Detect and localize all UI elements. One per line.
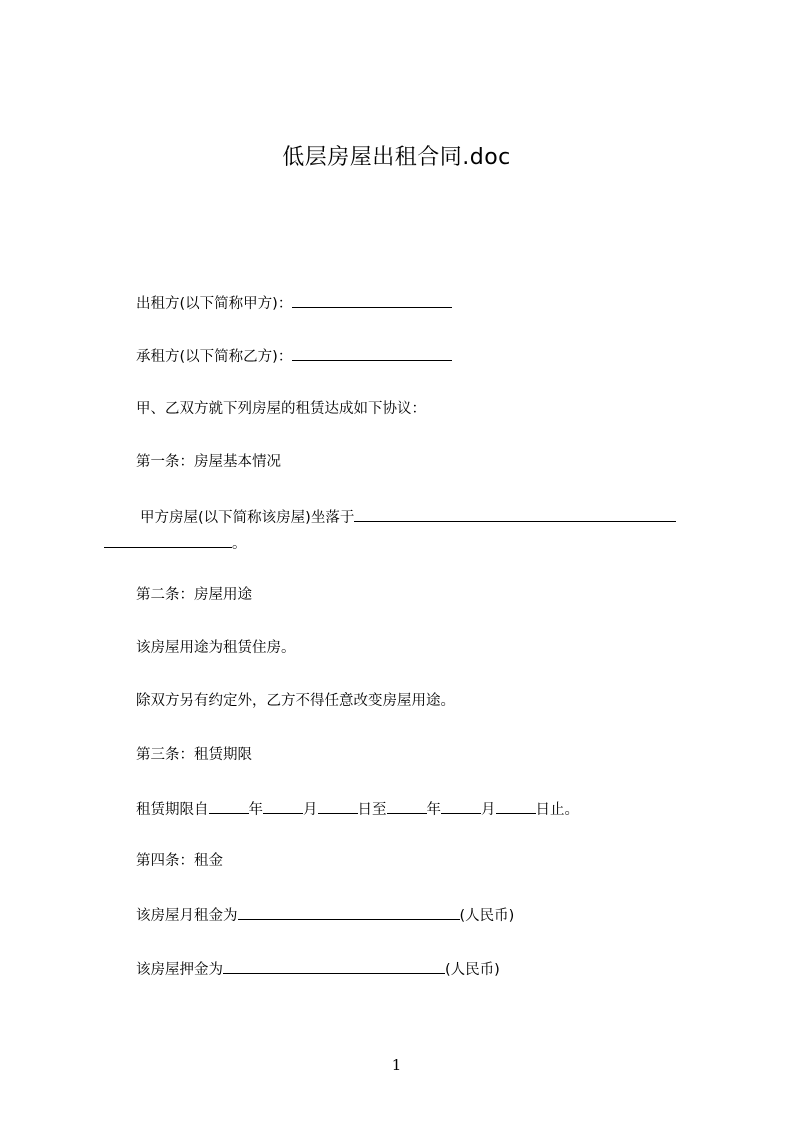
- start-year-label: 年: [248, 802, 263, 818]
- lessor-label: 出租方(以下简称甲方)：: [136, 296, 293, 312]
- article2-text2: 除双方另有约定外，乙方不得任意改变房屋用途。: [136, 693, 455, 709]
- article4-heading: 第四条：租金: [136, 853, 223, 869]
- start-year-blank: [209, 798, 249, 814]
- start-month-label: 月: [303, 802, 318, 818]
- article1-heading: 第一条：房屋基本情况: [136, 454, 281, 470]
- deposit-currency: (人民币): [445, 962, 500, 978]
- article1-text: 甲方房屋(以下简称该房屋)坐落于: [140, 510, 355, 526]
- lessor-line: [136, 292, 452, 314]
- lease-term-prefix: 租赁期限自: [136, 802, 209, 818]
- document-title: 低层房屋出租合同.doc: [282, 145, 511, 170]
- end-month-blank: [441, 798, 481, 814]
- end-day-label: 日止。: [535, 802, 579, 818]
- deposit-line: [136, 958, 500, 980]
- article1-end: 。: [232, 536, 247, 552]
- end-year-label: 年: [426, 802, 441, 818]
- lessee-label: 承租方(以下简称乙方)：: [136, 349, 293, 365]
- end-month-label: 月: [481, 802, 496, 818]
- location-blank-continued: [104, 532, 232, 548]
- start-month-blank: [263, 798, 303, 814]
- rent-label: 该房屋月租金为: [136, 908, 238, 924]
- end-year-blank: [387, 798, 427, 814]
- deposit-blank: [223, 958, 445, 974]
- rent-line: [136, 904, 514, 926]
- article2-text1: 该房屋用途为租赁住房。: [136, 640, 296, 656]
- agreement-intro: 甲、乙双方就下列房屋的租赁达成如下协议：: [136, 401, 426, 417]
- start-day-blank: [318, 798, 358, 814]
- end-day-blank: [496, 798, 536, 814]
- article1-location-line: [140, 506, 676, 528]
- lessee-blank: [292, 345, 452, 361]
- article1-location-continued: [104, 532, 247, 554]
- rent-blank: [238, 904, 460, 920]
- lessee-line: [136, 345, 452, 367]
- start-day-label: 日至: [357, 802, 387, 818]
- lessor-blank: [292, 292, 452, 308]
- location-blank: [354, 506, 676, 522]
- deposit-label: 该房屋押金为: [136, 962, 223, 978]
- page-number: 1: [391, 1056, 402, 1074]
- article2-heading: 第二条：房屋用途: [136, 587, 252, 603]
- lease-term-line: [136, 798, 579, 820]
- rent-currency: (人民币): [459, 908, 515, 924]
- article3-heading: 第三条：租赁期限: [136, 747, 252, 763]
